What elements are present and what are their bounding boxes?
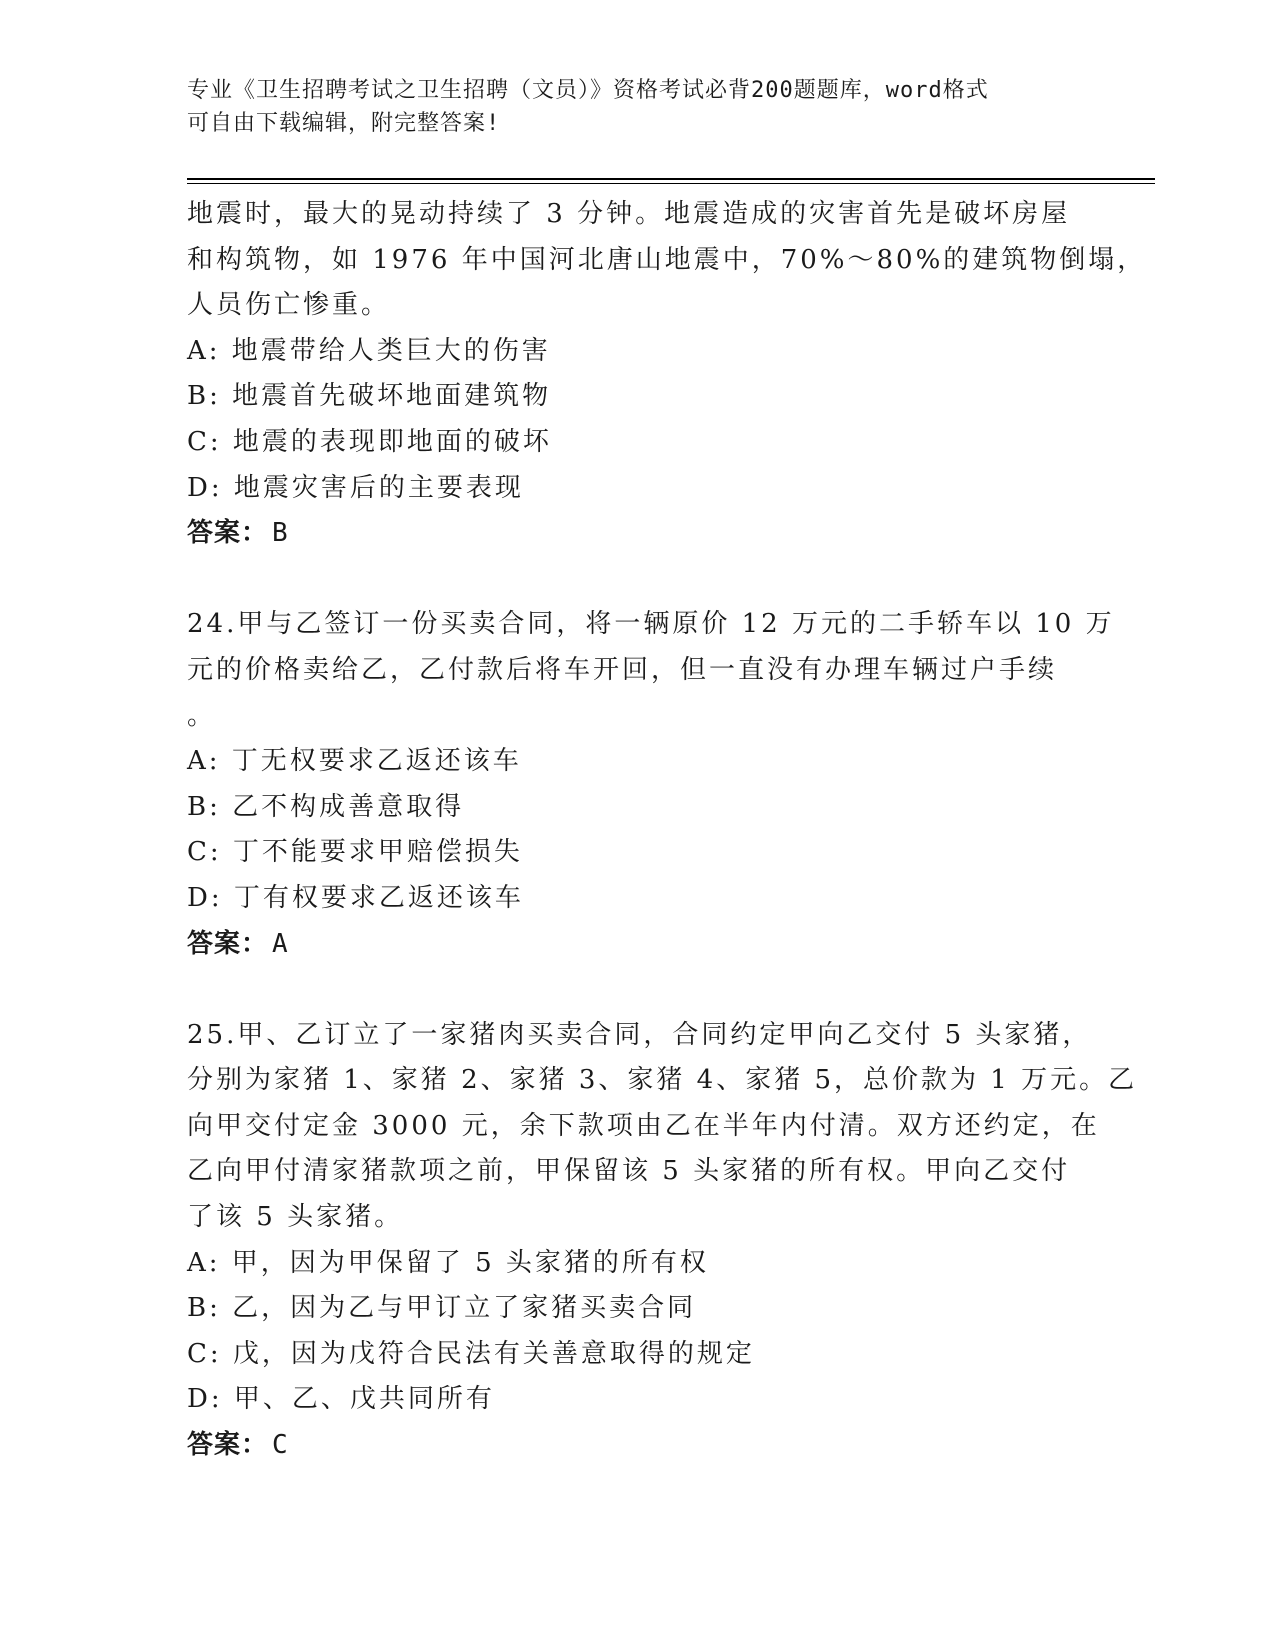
option-c: C: 戊，因为戊符合民法有关善意取得的规定 [187, 1338, 755, 1369]
question-text-line: 地震时，最大的晃动持续了 3 分钟。地震造成的灾害首先是破坏房屋 [187, 199, 1071, 229]
answer-line [187, 511, 1087, 557]
option-c: C: 地震的表现即地面的破坏 [187, 426, 552, 457]
option-d: D: 地震灾害后的主要表现 [187, 472, 524, 503]
spacer [187, 967, 1087, 1013]
answer-label: 答案： [187, 928, 269, 959]
question-text-line: 乙向甲付清家猪款项之前，甲保留该 5 头家猪的所有权。甲向乙交付 [187, 1156, 1071, 1187]
spacer [187, 557, 1087, 603]
option-b: B: 地震首先破坏地面建筑物 [187, 381, 552, 412]
header-rule-thick [187, 178, 1155, 180]
question-prev [187, 192, 1147, 557]
answer-value: A [272, 928, 289, 959]
header-rule-thin [187, 183, 1155, 184]
question-text-line: 分别为家猪 1、家猪 2、家猪 3、家猪 4、家猪 5，总价款为 1 万元。乙 [187, 1065, 1138, 1096]
option-a: A: 丁无权要求乙返还该车 [187, 746, 522, 777]
answer-label: 答案： [187, 518, 269, 549]
question-text-line: 向甲交付定金 3000 元，余下款项由乙在半年内付清。双方还约定，在 [187, 1110, 1100, 1141]
question-text-line: 24.甲与乙签订一份买卖合同，将一辆原价 12 万元的二手轿车以 10 万 [187, 609, 1115, 640]
answer-value: C [272, 1430, 289, 1461]
page-header [187, 74, 1087, 140]
answer-line [187, 1423, 1087, 1469]
option-d: D: 丁有权要求乙返还该车 [187, 882, 524, 913]
document-body [187, 192, 1147, 1469]
option-a: A: 甲，因为甲保留了 5 头家猪的所有权 [187, 1247, 709, 1278]
option-a: A: 地震带给人类巨大的伤害 [187, 335, 551, 366]
question-text-line: 25.甲、乙订立了一家猪肉买卖合同，合同约定甲向乙交付 5 头家猪， [187, 1019, 1092, 1050]
question-text-line: 元的价格卖给乙，乙付款后将车开回，但一直没有办理车辆过户手续 [187, 654, 1058, 685]
question-text-line: 人员伤亡惨重。 [187, 290, 391, 321]
option-b: B: 乙不构成善意取得 [187, 791, 465, 822]
question-text-line: 和构筑物，如 1976 年中国河北唐山地震中，70%～80%的建筑物倒塌， [187, 244, 1147, 275]
answer-value: B [272, 518, 289, 549]
option-c: C: 丁不能要求甲赔偿损失 [187, 837, 523, 868]
header-line-2: 可自由下载编辑，附完整答案! [187, 111, 501, 136]
header-line-1: 专业《卫生招聘考试之卫生招聘（文员）》资格考试必背200题题库，word格式 [187, 78, 989, 103]
question-25 [187, 1013, 1138, 1469]
answer-line [187, 922, 1087, 968]
answer-label: 答案： [187, 1430, 269, 1461]
question-text-line: 了该 5 头家猪。 [187, 1202, 404, 1233]
option-b: B: 乙，因为乙与甲订立了家猪买卖合同 [187, 1293, 697, 1324]
question-24 [187, 602, 1115, 967]
question-text-line: 。 [187, 700, 217, 731]
option-d: D: 甲、乙、戊共同所有 [187, 1384, 495, 1415]
